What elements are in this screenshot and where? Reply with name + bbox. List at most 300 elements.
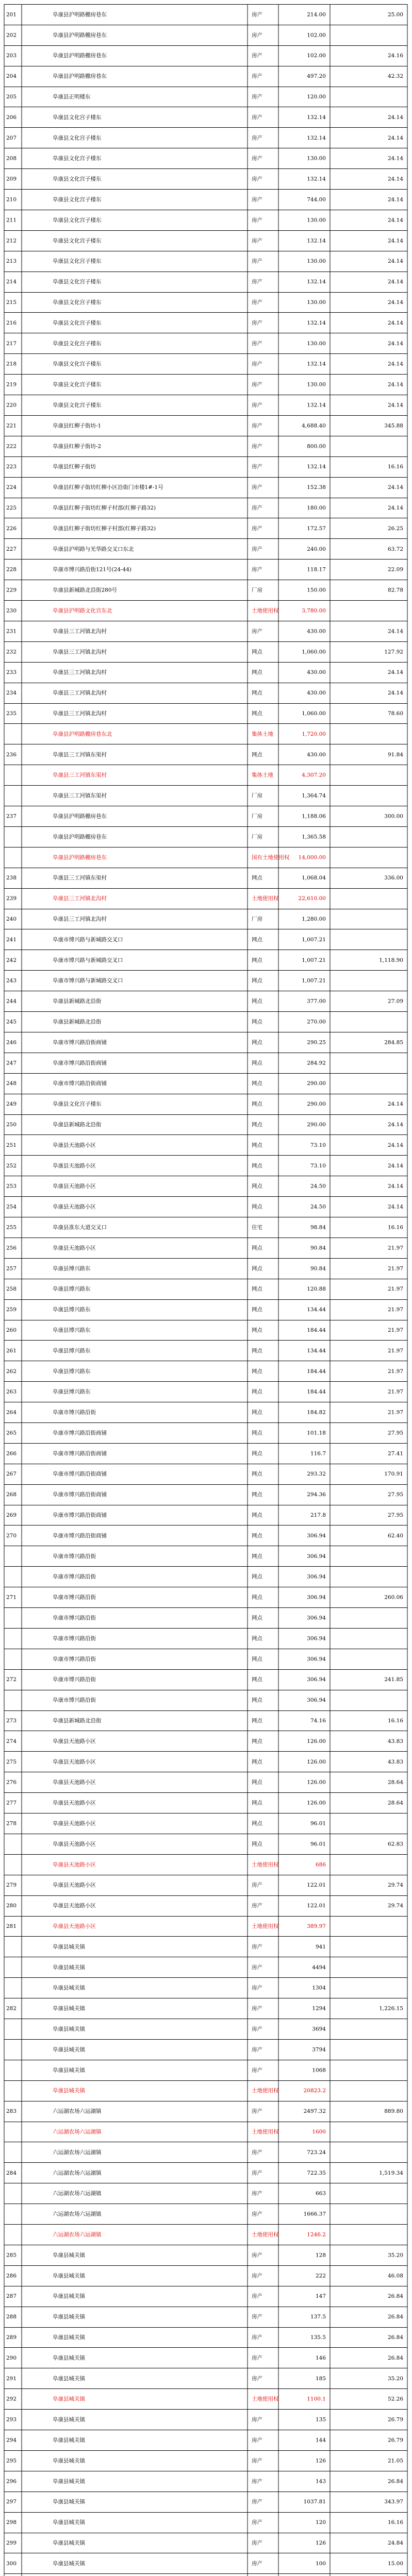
- row-area: 306.94: [307, 1615, 326, 1621]
- row-area: 126.00: [307, 1800, 326, 1806]
- row-use: 房产: [252, 2416, 262, 2423]
- row-area: 800.00: [307, 443, 326, 450]
- row-use: 房产: [252, 155, 262, 162]
- row-total: 26.84: [387, 2334, 403, 2341]
- row-area: 134.44: [307, 1307, 326, 1313]
- row-area: 120.00: [307, 94, 326, 100]
- row-area: 137.5: [310, 2314, 326, 2320]
- row-use: 网点: [252, 690, 262, 697]
- row-total: 21.97: [387, 1368, 403, 1375]
- row-use: 房产: [252, 2067, 262, 2074]
- row-use: 网点: [252, 875, 262, 882]
- row-address: 阜康县红柳子街坊: [53, 464, 96, 470]
- row-area: 116.7: [310, 1450, 326, 1457]
- row-area: 126.00: [307, 1738, 326, 1744]
- row-use: 网点: [252, 1553, 262, 1560]
- row-use: 房产: [252, 1943, 262, 1950]
- row-area: 1600: [312, 2129, 326, 2135]
- row-area: 430.00: [307, 628, 326, 635]
- row-number: 296: [6, 2478, 17, 2485]
- row-number: 264: [6, 1409, 17, 1416]
- row-number: 298: [6, 2519, 17, 2526]
- row-total: 78.60: [387, 710, 403, 717]
- row-use: 房产: [252, 464, 262, 470]
- row-address: 阜康县博兴路东: [53, 1307, 91, 1313]
- row-area: 430.00: [307, 690, 326, 697]
- row-address: 六运湖农场六运湖镇: [53, 2170, 102, 2176]
- row-number: 252: [6, 1162, 17, 1169]
- row-total: 21.97: [387, 1245, 403, 1251]
- row-address: 阜康县城关镇: [53, 2458, 85, 2464]
- row-area: 497.20: [307, 73, 326, 80]
- row-address: 阜康市博兴路沿街商铺: [53, 1060, 107, 1066]
- row-area: 132.14: [307, 361, 326, 367]
- row-total: 24.14: [387, 176, 403, 182]
- row-address: 阜康市博兴路沿街: [53, 1656, 96, 1663]
- row-address: 阜康县准东大道交叉口: [53, 1224, 107, 1231]
- row-area: 132.14: [307, 176, 326, 182]
- row-total: 24.14: [387, 134, 403, 141]
- row-number: 270: [6, 1532, 17, 1539]
- row-use: 网点: [252, 710, 262, 717]
- row-use: 网点: [252, 1758, 262, 1765]
- row-use: 集体土地: [252, 772, 273, 778]
- row-number: 248: [6, 1080, 17, 1087]
- row-number: 274: [6, 1738, 17, 1744]
- row-use: 网点: [252, 1800, 262, 1806]
- row-use: 房产: [252, 525, 262, 532]
- row-address: 阜康县天池路小区: [53, 1142, 96, 1148]
- row-number: 286: [6, 2273, 17, 2279]
- row-use: 房产: [252, 402, 262, 409]
- row-use: 网点: [252, 1492, 262, 1498]
- row-area: 217.8: [310, 1512, 326, 1519]
- row-address: 阜康县沪明路文化宫东北: [53, 607, 112, 614]
- row-number: 262: [6, 1368, 17, 1375]
- row-total: 62.83: [387, 1841, 403, 1848]
- row-area: 1,280.00: [302, 916, 326, 922]
- row-area: 132.14: [307, 402, 326, 409]
- row-area: 102.00: [307, 32, 326, 39]
- row-area: 306.94: [307, 1635, 326, 1642]
- row-use: 网点: [252, 1512, 262, 1519]
- row-area: 722.35: [307, 2170, 326, 2176]
- row-total: 43.83: [387, 1758, 403, 1765]
- row-address: 阜康县文化宫子楼东: [53, 299, 102, 306]
- row-total: 343.97: [384, 2499, 403, 2505]
- row-area: 96.01: [310, 1820, 326, 1827]
- row-address: 阜康县城关镇: [53, 2396, 85, 2402]
- row-use: 网点: [252, 977, 262, 984]
- row-area: 14,000.00: [298, 854, 326, 861]
- row-area: 430.00: [307, 751, 326, 758]
- row-number: 257: [6, 1265, 17, 1272]
- row-area: 1294: [312, 2005, 326, 2012]
- row-area: 184.44: [307, 1368, 326, 1375]
- row-area: 1100.1: [307, 2396, 326, 2402]
- row-number: 205: [6, 94, 17, 100]
- row-use: 房产: [252, 2458, 262, 2464]
- row-number: 272: [6, 1676, 17, 1683]
- row-area: 306.94: [307, 1553, 326, 1560]
- row-area: 24.50: [310, 1183, 326, 1190]
- row-total: 24.14: [387, 319, 403, 326]
- row-address: 阜康县城关镇: [53, 2273, 85, 2279]
- row-total: 28.64: [387, 1800, 403, 1806]
- row-total: 24.14: [387, 690, 403, 697]
- row-address: 六运湖农场六运湖镇: [53, 2129, 102, 2135]
- row-number: 214: [6, 279, 17, 285]
- row-address: 阜康县三工河镇东渠村: [53, 792, 107, 799]
- row-area: 185: [315, 2375, 326, 2382]
- row-total: 24.14: [387, 361, 403, 367]
- row-use: 网点: [252, 1327, 262, 1333]
- row-total: 127.92: [384, 649, 403, 655]
- row-address: 阜康县沪明路棚房巷东: [53, 73, 107, 80]
- row-number: 285: [6, 2252, 17, 2259]
- row-use: 网点: [252, 1697, 262, 1704]
- row-use: 网点: [252, 1245, 262, 1251]
- row-total: 284.85: [384, 1039, 403, 1046]
- row-use: 房产: [252, 2478, 262, 2485]
- row-address: 阜康县三工河镇东渠村: [53, 772, 107, 778]
- row-use: 网点: [252, 1430, 262, 1436]
- row-area: 130.00: [307, 155, 326, 162]
- row-address: 阜康市博兴路沿街: [53, 1409, 96, 1416]
- row-area: 122.01: [307, 1903, 326, 1909]
- row-number: 290: [6, 2354, 17, 2361]
- row-number: 279: [6, 1882, 17, 1889]
- row-address: 阜康县三工河镇北沟村: [53, 710, 107, 717]
- row-number: 284: [6, 2170, 17, 2176]
- row-total: 26.84: [387, 2314, 403, 2320]
- row-use: 网点: [252, 1450, 262, 1457]
- row-total: 52.26: [387, 2396, 403, 2402]
- row-use: 房产: [252, 134, 262, 141]
- row-address: 阜康县红柳子街坊-1: [53, 422, 102, 429]
- row-total: 82.78: [387, 587, 403, 594]
- row-total: 35.20: [387, 2252, 403, 2259]
- row-number: 293: [6, 2416, 17, 2423]
- row-use: 网点: [252, 1307, 262, 1313]
- row-address: 阜康县文化宫子楼东: [53, 1101, 102, 1108]
- row-area: 1037.81: [303, 2499, 326, 2505]
- row-total: 26.25: [387, 525, 403, 532]
- row-total: 27.41: [387, 1450, 403, 1457]
- row-number: 269: [6, 1512, 17, 1519]
- row-use: 房产: [252, 566, 262, 573]
- row-area: 102.00: [307, 53, 326, 59]
- row-use: 网点: [252, 1286, 262, 1293]
- row-total: 260.06: [384, 1594, 403, 1601]
- row-address: 阜康县文化宫子楼东: [53, 340, 102, 347]
- row-number: 228: [6, 566, 17, 573]
- row-area: 1304: [312, 1985, 326, 1991]
- row-number: 224: [6, 484, 17, 491]
- row-area: 389.97: [307, 1923, 326, 1930]
- row-area: 150.00: [307, 587, 326, 594]
- row-use: 厂房: [252, 792, 262, 799]
- row-number: 238: [6, 875, 17, 882]
- row-address: 阜康县城关镇: [53, 2314, 85, 2320]
- row-number: 259: [6, 1307, 17, 1313]
- row-total: 16.16: [387, 1224, 403, 1231]
- row-address: 阜康市博兴路沿街商铺: [53, 1039, 107, 1046]
- row-area: 134.44: [307, 1347, 326, 1354]
- row-address: 阜康县三工河镇北沟村: [53, 649, 107, 655]
- row-number: 263: [6, 1388, 17, 1395]
- row-total: 24.14: [387, 484, 403, 491]
- row-use: 房产: [252, 340, 262, 347]
- row-address: 六运湖农场六运湖镇: [53, 2190, 102, 2197]
- row-total: 24.14: [387, 217, 403, 224]
- row-number: 217: [6, 340, 17, 347]
- row-address: 阜康县新城路北沿街: [53, 1718, 102, 1724]
- row-address: 阜康县红柳子街坊红柳子村部(红柳子路32): [53, 505, 156, 512]
- row-address: 阜康市博兴路沿街商铺: [53, 1471, 107, 1478]
- row-use: 网点: [252, 1265, 262, 1272]
- row-address: 阜康县沪明路棚房巷东: [53, 11, 107, 18]
- row-total: 26.79: [387, 2437, 403, 2444]
- row-address: 阜康县红柳子街坊红柳子村部(红柳子路32): [53, 525, 156, 532]
- row-area: 24.50: [310, 1204, 326, 1210]
- row-use: 网点: [252, 1142, 262, 1148]
- row-use: 网点: [252, 1388, 262, 1395]
- row-use: 网点: [252, 1121, 262, 1128]
- row-number: 204: [6, 73, 17, 80]
- row-total: 1,519.34: [379, 2170, 403, 2176]
- row-address: 阜康县城关镇: [53, 2088, 85, 2094]
- row-address: 阜康县城关镇: [53, 2375, 85, 2382]
- row-total: 21.97: [387, 1265, 403, 1272]
- row-use: 房产: [252, 2273, 262, 2279]
- row-total: 21.05: [387, 2458, 403, 2464]
- row-use: 网点: [252, 1841, 262, 1848]
- row-number: 268: [6, 1492, 17, 1498]
- row-number: 283: [6, 2108, 17, 2115]
- row-total: 46.08: [387, 2273, 403, 2279]
- row-number: 243: [6, 977, 17, 984]
- row-use: 房产: [252, 361, 262, 367]
- row-address: 阜康县天池路小区: [53, 1841, 96, 1848]
- row-area: 3,780.00: [302, 607, 326, 614]
- row-area: 1,364.74: [302, 792, 326, 799]
- row-number: 288: [6, 2314, 17, 2320]
- row-total: 889.80: [384, 2108, 403, 2115]
- row-address: 阜康县城关镇: [53, 2437, 85, 2444]
- row-number: 207: [6, 134, 17, 141]
- row-number: 299: [6, 2539, 17, 2546]
- row-use: 网点: [252, 1532, 262, 1539]
- row-number: 212: [6, 238, 17, 244]
- row-use: 房产: [252, 2334, 262, 2341]
- row-area: 126.00: [307, 1779, 326, 1786]
- row-number: 202: [6, 32, 17, 39]
- row-address: 阜康县沪明路棚房巷东: [53, 834, 107, 840]
- row-total: 28.64: [387, 1779, 403, 1786]
- row-number: 226: [6, 525, 17, 532]
- row-total: 24.14: [387, 669, 403, 676]
- row-address: 阜康县天池路小区: [53, 1738, 96, 1744]
- row-use: 房产: [252, 1985, 262, 1991]
- row-area: 22,610.00: [298, 895, 326, 902]
- row-number: 246: [6, 1039, 17, 1046]
- row-total: 21.97: [387, 1409, 403, 1416]
- row-area: 1,365.58: [302, 834, 326, 840]
- row-use: 土地使用权: [252, 895, 279, 902]
- row-use: 房产: [252, 32, 262, 39]
- row-total: 24.14: [387, 238, 403, 244]
- row-area: 152.38: [307, 484, 326, 491]
- row-use: 网点: [252, 1471, 262, 1478]
- row-address: 阜康市博兴路沿街: [53, 1553, 96, 1560]
- row-total: 24.14: [387, 628, 403, 635]
- row-total: 241.85: [384, 1676, 403, 1683]
- row-number: 256: [6, 1245, 17, 1251]
- row-total: 24.14: [387, 299, 403, 306]
- row-area: 73.10: [310, 1162, 326, 1169]
- row-total: 24.16: [387, 53, 403, 59]
- row-area: 120: [315, 2519, 326, 2526]
- row-number: 236: [6, 751, 17, 758]
- row-total: 24.14: [387, 340, 403, 347]
- row-area: 130.00: [307, 217, 326, 224]
- row-total: 24.14: [387, 1183, 403, 1190]
- row-area: 290.00: [307, 1101, 326, 1108]
- row-address: 阜康县城关镇: [53, 2005, 85, 2012]
- row-use: 网点: [252, 1615, 262, 1621]
- row-use: 房产: [252, 2046, 262, 2053]
- row-address: 阜康县天池路小区: [53, 1779, 96, 1786]
- row-number: 282: [6, 2005, 17, 2012]
- row-number: 245: [6, 1019, 17, 1025]
- row-use: 房产: [252, 546, 262, 552]
- row-use: 房产: [252, 238, 262, 244]
- row-area: 723.24: [307, 2149, 326, 2156]
- row-area: 73.10: [310, 1142, 326, 1148]
- row-use: 房产: [252, 94, 262, 100]
- row-number: 295: [6, 2458, 17, 2464]
- row-address: 阜康县博兴路东: [53, 1347, 91, 1354]
- row-area: 130.00: [307, 258, 326, 265]
- row-area: 130.00: [307, 340, 326, 347]
- row-address: 阜康县博兴路东: [53, 1265, 91, 1272]
- row-use: 房产: [252, 484, 262, 491]
- row-area: 686: [315, 1861, 326, 1868]
- row-total: 26.84: [387, 2293, 403, 2300]
- row-address: 阜康县城关镇: [53, 1964, 85, 1971]
- row-address: 阜康县沪明路棚房巷东: [53, 53, 107, 59]
- row-number: 254: [6, 1204, 17, 1210]
- row-area: 3694: [312, 2026, 326, 2032]
- row-total: 1,226.15: [379, 2005, 403, 2012]
- row-area: 306.94: [307, 1697, 326, 1704]
- row-use: 网点: [252, 998, 262, 1005]
- row-use: 厂房: [252, 916, 262, 922]
- row-area: 128: [315, 2252, 326, 2259]
- row-total: 63.72: [387, 546, 403, 552]
- row-total: 27.95: [387, 1492, 403, 1498]
- row-use: 房产: [252, 176, 262, 182]
- row-address: 阜康县文化宫子楼东: [53, 361, 102, 367]
- row-address: 阜康县文化宫子楼东: [53, 402, 102, 409]
- row-number: 229: [6, 587, 17, 594]
- row-number: 241: [6, 936, 17, 943]
- row-area: 270.00: [307, 1019, 326, 1025]
- row-address: 阜康县红柳子街坊红柳小区沿街门市楼1#-1号: [53, 484, 163, 491]
- row-number: 235: [6, 710, 17, 717]
- row-number: 211: [6, 217, 17, 224]
- row-use: 网点: [252, 957, 262, 963]
- row-use: 网点: [252, 1039, 262, 1046]
- row-address: 阜康县天池路小区: [53, 1245, 96, 1251]
- row-use: 房产: [252, 2314, 262, 2320]
- row-address: 阜康县三工河镇北沟村: [53, 669, 107, 676]
- row-area: 126: [315, 2539, 326, 2546]
- row-use: 网点: [252, 1060, 262, 1066]
- row-use: 住宅: [252, 1224, 262, 1231]
- row-total: 21.97: [387, 1327, 403, 1333]
- row-number: 220: [6, 402, 17, 409]
- row-address: 阜康县城关镇: [53, 2478, 85, 2485]
- row-number: 240: [6, 916, 17, 922]
- row-area: 377.00: [307, 998, 326, 1005]
- row-use: 土地使用权: [252, 2396, 279, 2402]
- row-number: 250: [6, 1121, 17, 1128]
- row-number: 292: [6, 2396, 17, 2402]
- row-address: 阜康县文化宫子楼东: [53, 176, 102, 182]
- row-area: 135: [315, 2416, 326, 2423]
- row-address: 阜康县天池路小区: [53, 1204, 96, 1210]
- row-number: 255: [6, 1224, 17, 1231]
- row-total: 29.74: [387, 1882, 403, 1889]
- row-address: 阜康县红柳子街坊-2: [53, 443, 102, 450]
- row-address: 阜康县三工河镇北沟村: [53, 690, 107, 697]
- row-area: 74.16: [310, 1718, 326, 1724]
- row-total: 21.97: [387, 1347, 403, 1354]
- row-address: 阜康县城关镇: [53, 2519, 85, 2526]
- row-number: 222: [6, 443, 17, 450]
- row-area: 1,007.21: [302, 957, 326, 963]
- row-total: 25.00: [387, 11, 403, 18]
- row-area: 96.01: [310, 1841, 326, 1848]
- row-use: 土地使用权: [252, 1923, 279, 1930]
- row-use: 土地使用权: [252, 2129, 279, 2135]
- row-address: 阜康市博兴路沿街商铺: [53, 1492, 107, 1498]
- row-number: 281: [6, 1923, 17, 1930]
- row-use: 房产: [252, 2005, 262, 2012]
- row-area: 2497.32: [303, 2108, 326, 2115]
- row-number: 232: [6, 649, 17, 655]
- row-address: 阜康县城关镇: [53, 2067, 85, 2074]
- row-area: 1068: [312, 2067, 326, 2074]
- row-area: 132.14: [307, 238, 326, 244]
- row-address: 阜康县沪明路棚房巷东: [53, 813, 107, 820]
- row-use: 土地使用权: [252, 1861, 279, 1868]
- row-area: 3794: [312, 2046, 326, 2053]
- row-use: 网点: [252, 1573, 262, 1580]
- row-address: 阜康县文化宫子楼东: [53, 381, 102, 388]
- row-address: 阜康县博兴路东: [53, 1327, 91, 1333]
- row-area: 1,720.00: [302, 731, 326, 737]
- row-use: 房产: [252, 2108, 262, 2115]
- row-area: 222: [315, 2273, 326, 2279]
- row-address: 阜康县城关镇: [53, 2046, 85, 2053]
- row-total: 91.84: [387, 751, 403, 758]
- row-use: 网点: [252, 1368, 262, 1375]
- row-use: 房产: [252, 2293, 262, 2300]
- row-address: 阜康县天池路小区: [53, 1800, 96, 1806]
